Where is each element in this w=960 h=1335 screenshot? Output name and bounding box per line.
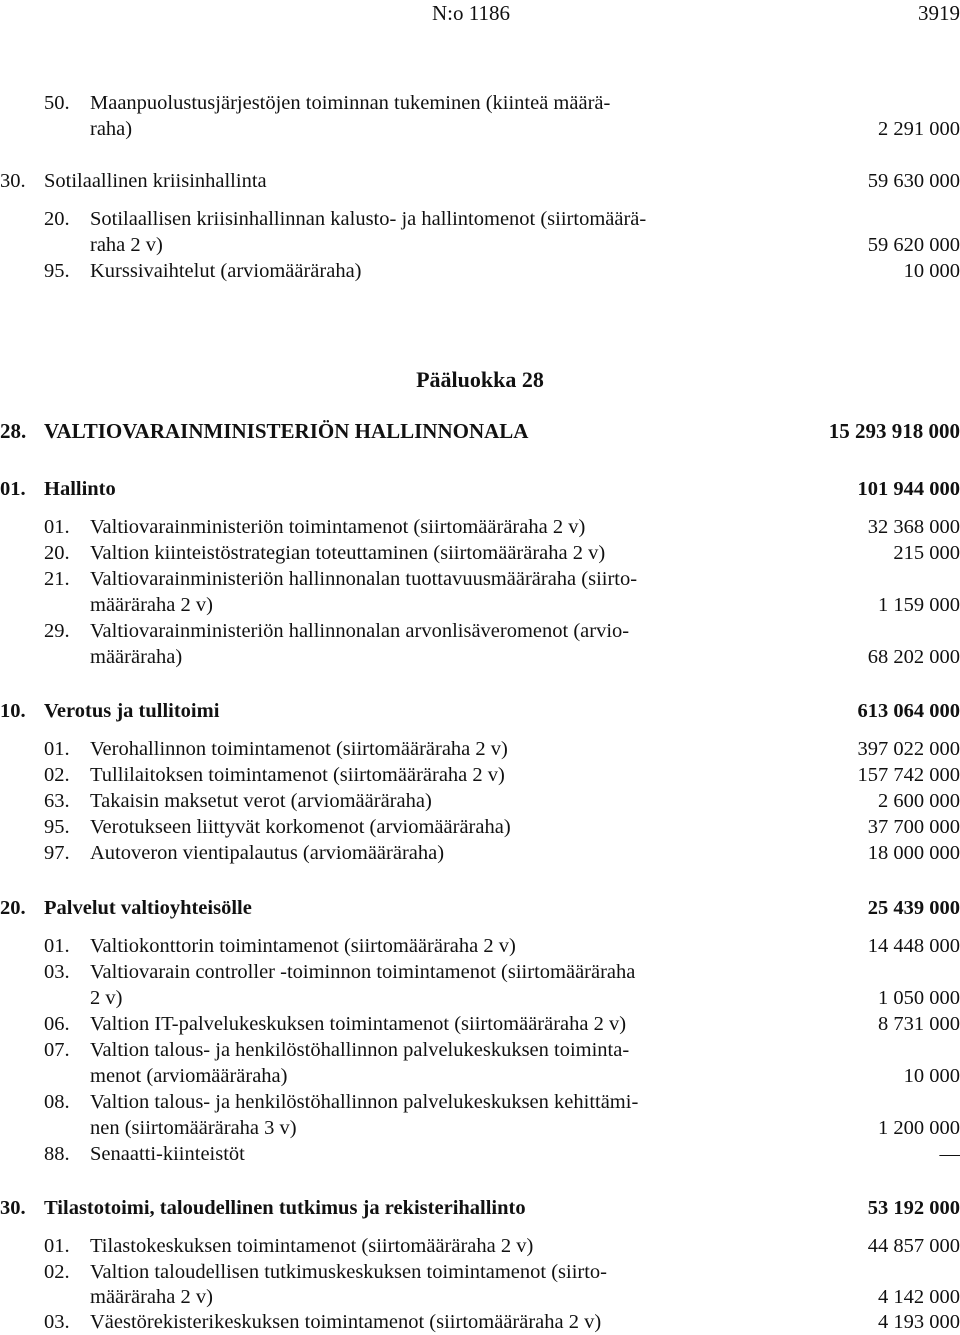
item-number: 01. (44, 738, 70, 760)
item-text: Valtiovarainministeriön hallinnonalan tuottavuusmääräraha (siirto- (90, 568, 638, 590)
budget-item-continuation (0, 1063, 960, 1089)
item-number: 97. (44, 842, 70, 864)
item-number: 95. (44, 260, 70, 282)
item-text: Valtiovarainministeriön toimintamenot (siirtomääräraha 2 v) (90, 516, 586, 538)
item-text: Maanpuolustusjärjestöjen toiminnan tukeminen (kiinteä määrä- (90, 92, 611, 114)
item-amount: 215 000 (893, 542, 960, 564)
item-text: nen (siirtomääräraha 3 v) (90, 1117, 297, 1139)
section-title: Hallinto (44, 478, 116, 500)
item-number: 06. (44, 1013, 70, 1035)
item-amount: 157 742 000 (857, 764, 960, 786)
item-text: Kurssivaihtelut (arviomääräraha) (90, 260, 362, 282)
item-text: Valtiokonttorin toimintamenot (siirtomääräraha 2 v) (90, 935, 516, 957)
budget-item (0, 1259, 960, 1285)
main-class-heading: Pääluokka 28 (416, 367, 544, 392)
item-amount: 10 000 (903, 260, 960, 282)
section-amount: 101 944 000 (857, 478, 960, 500)
item-amount: 10 000 (903, 1065, 960, 1087)
item-text: menot (arviomääräraha) (90, 1065, 288, 1087)
main-class-title: VALTIOVARAINMINISTERIÖN HALLINNONALA (44, 419, 529, 443)
budget-item (0, 1011, 960, 1037)
item-text: Valtion IT-palvelukeskuksen toimintamenot (siirtomääräraha 2 v) (90, 1013, 627, 1035)
section-number: 01. (0, 478, 26, 500)
section-heading (0, 895, 960, 921)
main-class-amount: 15 293 918 000 (828, 419, 960, 443)
item-number: 01. (44, 1235, 70, 1257)
item-number: 08. (44, 1091, 70, 1113)
page-number: 3919 (918, 1, 960, 25)
item-amount: 68 202 000 (867, 646, 960, 668)
item-text: Tilastokeskuksen toimintamenot (siirtomääräraha 2 v) (90, 1235, 534, 1257)
section-heading (0, 698, 960, 724)
item-text: Tullilaitoksen toimintamenot (siirtomääräraha 2 v) (90, 764, 505, 786)
item-amount: 18 000 000 (867, 842, 960, 864)
budget-item (0, 814, 960, 840)
item-amount: 32 368 000 (867, 516, 960, 538)
item-text: Verohallinnon toimintamenot (siirtomääräraha 2 v) (90, 738, 508, 760)
budget-item (0, 736, 960, 762)
section-title: Palvelut valtioyhteisölle (44, 897, 252, 919)
item-amount: 8 731 000 (878, 1013, 960, 1035)
budget-item-continuation (0, 1115, 960, 1141)
item-text: Senaatti-kiinteistöt (90, 1143, 245, 1165)
item-text: Valtion kiinteistöstrategian toteuttaminen (siirtomääräraha 2 v) (90, 542, 606, 564)
item-text: Autoveron vientipalautus (arviomääräraha) (90, 842, 445, 864)
item-number: 88. (44, 1143, 70, 1165)
budget-item (0, 762, 960, 788)
section-number: 30. (0, 1197, 26, 1219)
item-number: 01. (44, 935, 70, 957)
budget-item (0, 1037, 960, 1063)
budget-item-continuation (0, 1284, 960, 1310)
item-number: 20. (44, 208, 70, 230)
item-amount: 37 700 000 (867, 816, 960, 838)
item-amount: 2 291 000 (878, 118, 960, 140)
item-number: 01. (44, 516, 70, 538)
budget-item (0, 514, 960, 540)
item-amount: 1 050 000 (878, 987, 960, 1009)
item-amount: 1 200 000 (878, 1117, 960, 1139)
item-text: Valtion talous- ja henkilöstöhallinnon palvelukeskuksen kehittämi- (90, 1091, 639, 1113)
item-text: 2 v) (90, 987, 123, 1009)
budget-item-continuation (0, 116, 960, 142)
item-number: 03. (44, 961, 70, 983)
item-number: 20. (44, 542, 70, 564)
section-heading (0, 168, 960, 194)
item-text: raha) (90, 118, 133, 140)
budget-item (0, 540, 960, 566)
item-amount: 2 600 000 (878, 790, 960, 812)
item-amount: 397 022 000 (857, 738, 960, 760)
section-amount: 25 439 000 (867, 897, 960, 919)
budget-item (0, 1233, 960, 1259)
item-amount: 44 857 000 (867, 1235, 960, 1257)
budget-item (0, 90, 960, 116)
item-number: 03. (44, 1311, 70, 1333)
budget-item (0, 258, 960, 284)
item-number: 07. (44, 1039, 70, 1061)
item-number: 63. (44, 790, 70, 812)
budget-item (0, 618, 960, 644)
item-number: 21. (44, 568, 70, 590)
section-number: 20. (0, 897, 26, 919)
section-title: Tilastotoimi, taloudellinen tutkimus ja rekisterihallinto (44, 1197, 526, 1219)
item-text: määräraha 2 v) (90, 1286, 213, 1308)
item-amount: — (939, 1143, 960, 1165)
item-number: 02. (44, 1261, 70, 1283)
budget-item (0, 959, 960, 985)
section-amount: 53 192 000 (867, 1197, 960, 1219)
budget-item (0, 1141, 960, 1167)
budget-item (0, 1309, 960, 1335)
main-class-number: 28. (0, 419, 27, 443)
item-text: määräraha) (90, 646, 183, 668)
budget-item (0, 566, 960, 592)
item-text: Valtion taloudellisen tutkimuskeskuksen toimintamenot (siirto- (90, 1261, 607, 1283)
budget-item (0, 933, 960, 959)
item-amount: 1 159 000 (878, 594, 960, 616)
section-title: Verotus ja tullitoimi (44, 700, 220, 722)
item-text: Sotilaallisen kriisinhallinnan kalusto- ja hallintomenot (siirtomäärä- (90, 208, 647, 230)
section-amount: 613 064 000 (857, 700, 960, 722)
item-text: määräraha 2 v) (90, 594, 213, 616)
item-text: raha 2 v) (90, 234, 163, 256)
item-text: Valtion talous- ja henkilöstöhallinnon palvelukeskuksen toiminta- (90, 1039, 630, 1061)
section-heading (0, 1195, 960, 1221)
budget-item (0, 788, 960, 814)
main-class-title-row (0, 418, 960, 444)
document-number: N:o 1186 (432, 1, 510, 25)
budget-item-continuation (0, 232, 960, 258)
item-text: Valtiovarainministeriön hallinnonalan arvonlisäveromenot (arvio- (90, 620, 630, 642)
section-heading (0, 476, 960, 502)
budget-item-continuation (0, 985, 960, 1011)
item-amount: 4 142 000 (878, 1286, 960, 1308)
budget-item-continuation (0, 592, 960, 618)
budget-item (0, 206, 960, 232)
item-amount: 14 448 000 (867, 935, 960, 957)
section-amount: 59 630 000 (867, 170, 960, 192)
item-text: Takaisin maksetut verot (arviomääräraha) (90, 790, 432, 812)
page-header (0, 0, 960, 26)
section-title: Sotilaallinen kriisinhallinta (44, 170, 267, 192)
item-text: Verotukseen liittyvät korkomenot (arviomääräraha) (90, 816, 511, 838)
item-number: 50. (44, 92, 70, 114)
item-amount: 59 620 000 (867, 234, 960, 256)
item-number: 29. (44, 620, 70, 642)
item-amount: 4 193 000 (878, 1311, 960, 1333)
budget-item (0, 840, 960, 866)
section-number: 10. (0, 700, 26, 722)
item-number: 02. (44, 764, 70, 786)
budget-item-continuation (0, 644, 960, 670)
item-text: Valtiovarain controller -toiminnon toimintamenot (siirtomääräraha (90, 961, 636, 983)
item-number: 95. (44, 816, 70, 838)
item-text: Väestörekisterikeskuksen toimintamenot (siirtomääräraha 2 v) (90, 1311, 602, 1333)
budget-item (0, 1089, 960, 1115)
section-number: 30. (0, 170, 26, 192)
